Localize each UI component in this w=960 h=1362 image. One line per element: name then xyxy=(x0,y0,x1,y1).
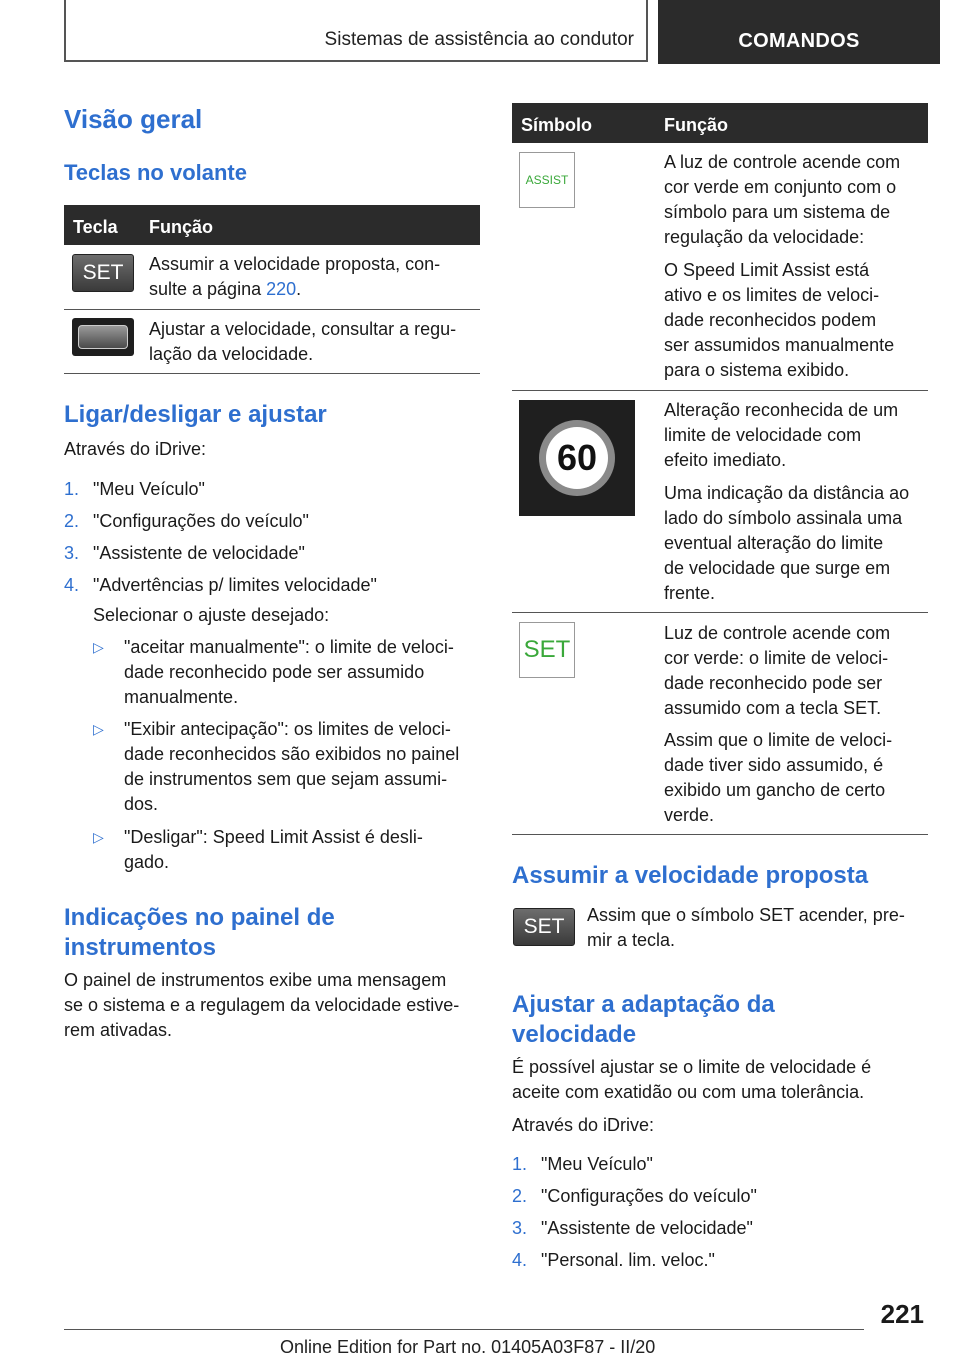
symbol-row-2-p1: Alteração reconhecida de um limite de velocidade com efeito imediato. xyxy=(664,400,899,470)
set-key-icon: SET xyxy=(513,908,575,946)
overview-title: Visão geral xyxy=(64,104,203,134)
symbol-row-2-p2: Uma indicação da distância ao lado do símbolo assinala uma eventual alteração do limite de velocidade que surge em frente. xyxy=(664,483,910,603)
onoff-title: Ligar/desligar e ajustar xyxy=(64,401,327,428)
step-number: 2. xyxy=(64,511,80,531)
adjust-text: É possível ajustar se o limite de velocidade é aceite com exatidão ou com uma tolerância. xyxy=(512,1057,872,1102)
step-number: 3. xyxy=(64,543,80,563)
indications-title: Indicações no painel de instrumentos xyxy=(64,904,335,961)
divider xyxy=(64,309,480,310)
keys-row-2-text: Ajustar a velocidade, consultar a regu- lação da velocidade. xyxy=(149,319,457,364)
right-steps-list xyxy=(512,1152,928,1280)
keys-row-1-end: . xyxy=(296,279,302,299)
speed-limit-ring xyxy=(539,420,615,496)
col-symbol: Símbolo xyxy=(521,115,592,135)
triangle-bullet-icon: ▷ xyxy=(93,721,104,737)
symbol-row-3-p2: Assim que o limite de veloci- dade tiver sido assumido, é exibido um gancho de certo verde. xyxy=(664,730,893,825)
page-link-220[interactable]: 220 xyxy=(266,279,297,299)
step-text: "Personal. lim. veloc." xyxy=(541,1250,715,1270)
assist-symbol-icon xyxy=(519,152,575,208)
step-text: "Assistente de velocidade" xyxy=(93,543,305,563)
adjust-title: Ajustar a adaptação da velocidade xyxy=(512,991,775,1048)
idrive-intro: Através do iDrive: xyxy=(512,1115,655,1135)
col-function: Função xyxy=(149,217,214,237)
section-title: Sistemas de assistência ao condutor xyxy=(324,29,634,50)
footer-divider xyxy=(64,1329,864,1330)
symbol-row-1-p1: A luz de controle acende com cor verde em conjunto com o símbolo para um sistema de regulação da velocidade: xyxy=(664,152,901,247)
step-number: 3. xyxy=(512,1218,528,1238)
option-text: "Desligar": Speed Limit Assist é desli- gado. xyxy=(124,827,423,872)
list-item xyxy=(64,573,480,605)
keys-row-1-body: Assumir a velocidade proposta, con- sulte a página xyxy=(149,254,441,299)
option-text: "aceitar manualmente": o limite de veloci- dade reconhecido pode ser assumido manualmente. xyxy=(124,637,454,707)
set-key-icon: SET xyxy=(72,254,134,292)
symbol-row-3-p1: Luz de controle acende com cor verde: o limite de veloci- dade reconhecido pode ser assumido com a tecla SET. xyxy=(664,623,891,718)
step-number: 4. xyxy=(512,1250,528,1270)
divider xyxy=(512,834,928,835)
step-text: "Configurações do veículo" xyxy=(93,511,309,531)
step-number: 4. xyxy=(64,575,80,595)
speed-limit-value: 60 xyxy=(546,427,608,489)
option-text: "Exibir antecipação": os limites de veloci- dade reconhecidos são exibidos no painel de instrumentos sem que sejam assumi- dos. xyxy=(124,719,460,814)
list-item xyxy=(512,1184,928,1216)
indications-text: O painel de instrumentos exibe uma mensagem se o sistema e a regulagem da velocidade estive- rem ativadas. xyxy=(64,970,460,1040)
chapter-label: COMANDOS xyxy=(738,30,860,52)
idrive-intro: Através do iDrive: xyxy=(64,439,207,459)
keys-table-header xyxy=(64,205,480,245)
left-steps-list xyxy=(64,477,480,605)
assist-symbol-label: ASSIST xyxy=(525,173,569,187)
triangle-bullet-icon: ▷ xyxy=(93,639,104,655)
triangle-bullet-icon: ▷ xyxy=(93,829,104,845)
accept-title: Assumir a velocidade proposta xyxy=(512,862,869,889)
divider xyxy=(512,390,928,391)
step-number: 1. xyxy=(512,1154,528,1174)
speed-rocker-icon xyxy=(72,318,134,356)
step-text: "Advertências p/ limites velocidade" xyxy=(93,575,377,595)
keys-title: Teclas no volante xyxy=(64,160,247,185)
step-text: "Meu Veículo" xyxy=(93,479,205,499)
page-number: 221 xyxy=(880,1299,924,1329)
header-chapter-box xyxy=(658,0,940,64)
edition-note: Online Edition for Part no. 01405A03F87 - II/20 xyxy=(280,1337,656,1357)
set-green-symbol-icon xyxy=(519,622,575,678)
divider xyxy=(512,612,928,613)
list-item xyxy=(512,1152,928,1184)
step-text: "Configurações do veículo" xyxy=(541,1186,757,1206)
step-number: 2. xyxy=(512,1186,528,1206)
list-item xyxy=(64,509,480,541)
list-item xyxy=(512,1248,928,1280)
list-item xyxy=(512,1216,928,1248)
list-item xyxy=(64,477,480,509)
symbol-row-1-p2: O Speed Limit Assist está ativo e os limites de veloci- dade reconhecidos podem ser assumidos manualmente para o sistema exibido. xyxy=(664,260,895,380)
header-section-box xyxy=(64,0,648,62)
col-function: Função xyxy=(664,115,729,135)
step-text: "Assistente de velocidade" xyxy=(541,1218,753,1238)
col-key: Tecla xyxy=(73,217,118,237)
select-text: Selecionar o ajuste desejado: xyxy=(93,605,330,625)
speed-limit-60-icon xyxy=(519,400,635,516)
step-text: "Meu Veículo" xyxy=(541,1154,653,1174)
set-symbol-label: SET xyxy=(523,636,571,663)
step-number: 1. xyxy=(64,479,80,499)
accept-text: Assim que o símbolo SET acender, pre- mir a tecla. xyxy=(587,905,905,950)
symbols-table-header xyxy=(512,103,928,143)
divider xyxy=(64,373,480,374)
list-item xyxy=(64,541,480,573)
keys-row-1-text xyxy=(149,252,474,302)
